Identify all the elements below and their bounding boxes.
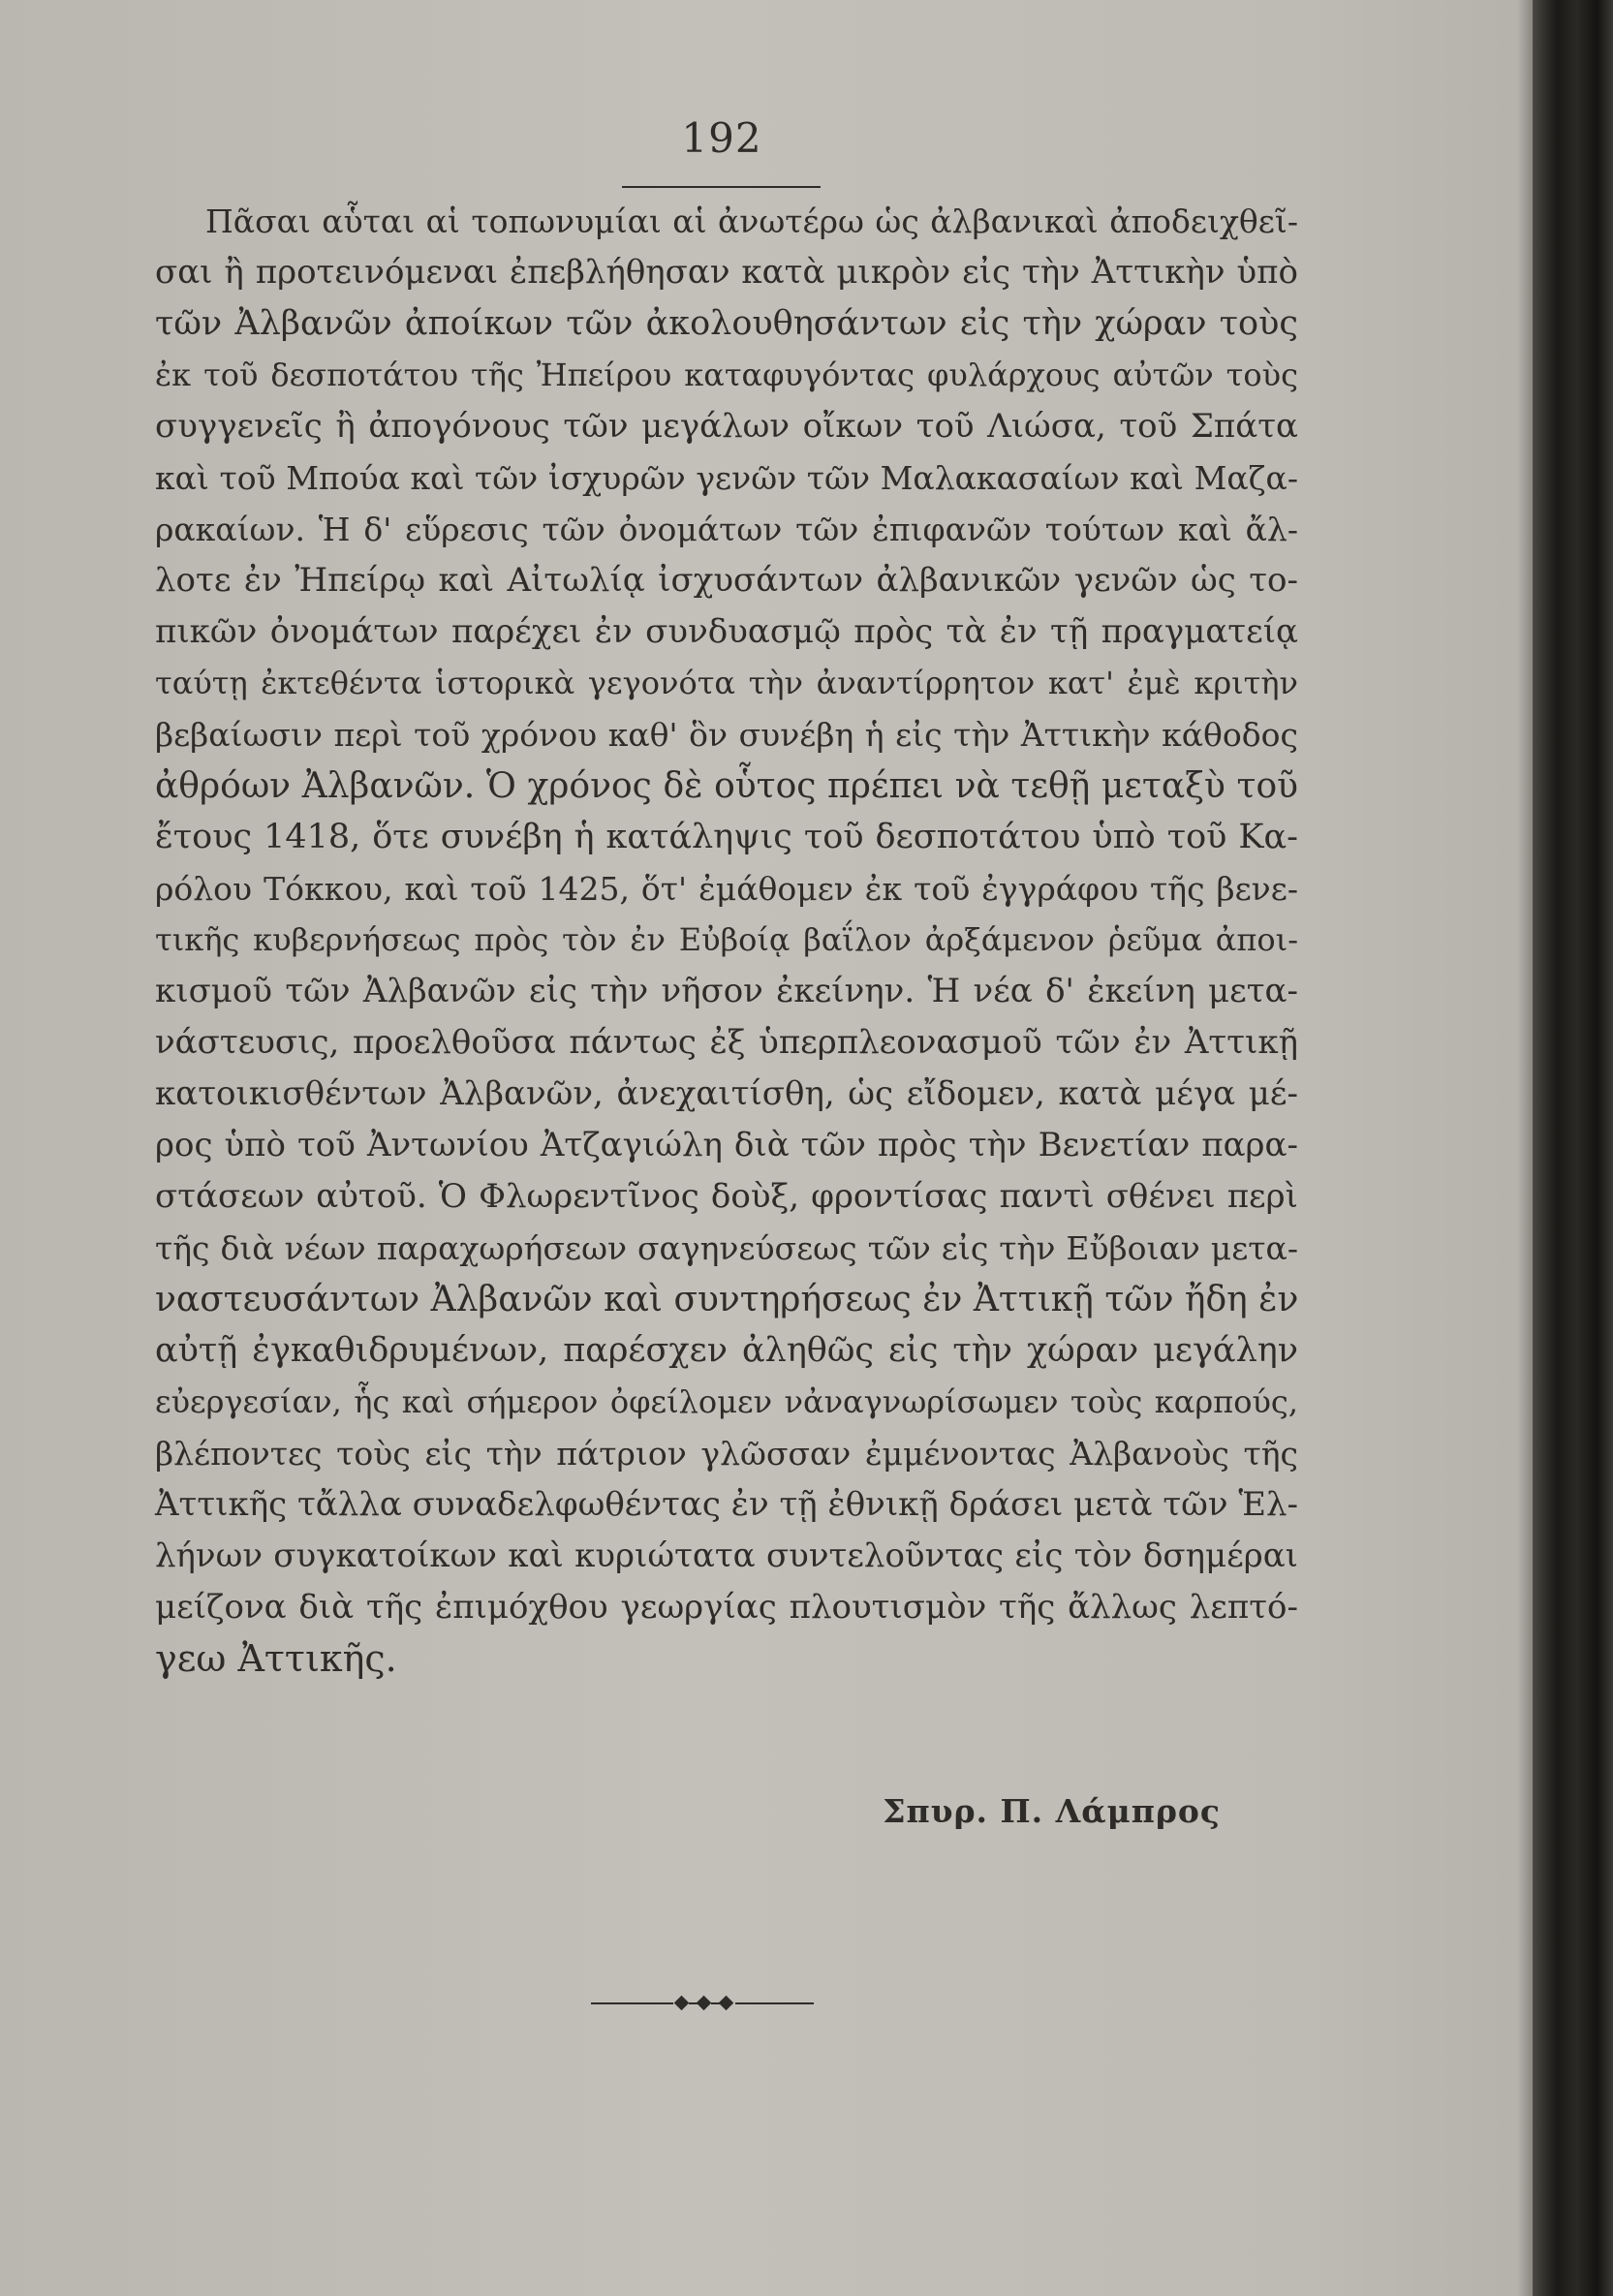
- text-line: ἔτους 1418, ὅτε συνέβη ἡ κατάληψις τοῦ δεσποτάτου ὑπὸ τοῦ Κα-: [155, 818, 1298, 856]
- text-line: τῶν Ἀλβανῶν ἀποίκων τῶν ἀκολουθησάντων εἰς τὴν χώραν τοὺς: [155, 304, 1298, 343]
- text-line: ρακαίων. Ἡ δ' εὕρεσις τῶν ὀνομάτων τῶν ἐπιφανῶν τούτων καὶ ἄλ-: [155, 511, 1298, 548]
- text-line: κατοικισθέντων Ἀλβανῶν, ἀνεχαιτίσθη, ὡς εἴδομεν, κατὰ μέγα μέ-: [155, 1074, 1298, 1113]
- ornament-diamond: [674, 1996, 690, 2011]
- ornament-right-rule: [735, 2002, 814, 2004]
- text-line: αὐτῇ ἐγκαθιδρυμένων, παρέσχεν ἀληθῶς εἰς τὴν χώραν μεγάλην: [155, 1331, 1298, 1370]
- text-line: κισμοῦ τῶν Ἀλβανῶν εἰς τὴν νῆσον ἐκείνην. Ἡ νέα δ' ἐκείνη μετα-: [155, 972, 1298, 1010]
- ornament-diamond: [719, 1996, 734, 2011]
- text-line: στάσεων αὐτοῦ. Ὁ Φλωρεντῖνος δοὺξ, φροντίσας παντὶ σθένει περὶ: [155, 1177, 1298, 1216]
- text-line: ταύτῃ ἐκτεθέντα ἱστορικὰ γεγονότα τὴν ἀναντίρρητον κατ' ἐμὲ κριτὴν: [155, 665, 1298, 701]
- text-line: βλέποντες τοὺς εἰς τὴν πάτριον γλῶσσαν ἐμμένοντας Ἀλβανοὺς τῆς: [155, 1435, 1298, 1473]
- text-line-last: γεω Ἀττικῆς.: [155, 1637, 397, 1680]
- text-line: Ἀττικῆς τἄλλα συναδελφωθέντας ἐν τῇ ἐθνικῇ δράσει μετὰ τῶν Ἑλ-: [155, 1485, 1298, 1524]
- author-signature: Σπυρ. Π. Λάμπρος: [883, 1792, 1221, 1830]
- text-line: Πᾶσαι αὗται αἱ τοπωνυμίαι αἱ ἀνωτέρω ὡς ἀλβανικαὶ ἀποδειχθεῖ-: [205, 202, 1298, 240]
- text-line: λήνων συγκατοίκων καὶ κυριώτατα συντελοῦντας εἰς τὸν δσημέραι: [155, 1536, 1298, 1575]
- ornament-diamond: [697, 1996, 712, 2011]
- text-line: βεβαίωσιν περὶ τοῦ χρόνου καθ' ὃν συνέβη ἡ εἰς τὴν Ἀττικὴν κάθοδος: [155, 716, 1298, 754]
- text-line: ἐκ τοῦ δεσποτάτου τῆς Ἠπείρου καταφυγόντας φυλάρχους αὐτῶν τοὺς: [155, 357, 1298, 393]
- page-number: 192: [681, 114, 762, 162]
- text-line: ρόλου Τόκκου, καὶ τοῦ 1425, ὅτ' ἐμάθομεν ἐκ τοῦ ἐγγράφου τῆς βενε-: [155, 870, 1298, 908]
- text-line: μείζονα διὰ τῆς ἐπιμόχθου γεωργίας πλουτισμὸν τῆς ἄλλως λεπτό-: [155, 1588, 1298, 1627]
- page-gutter-shadow: [1517, 0, 1533, 2296]
- end-ornament: [591, 1994, 814, 2013]
- ornament-left-rule: [591, 2002, 673, 2004]
- text-line: τικῆς κυβερνήσεως πρὸς τὸν ἐν Εὐβοίᾳ βαΐλον ἀρξάμενον ῥεῦμα ἀποι-: [155, 921, 1298, 958]
- book-spine: [1533, 0, 1613, 2296]
- text-line: ἀθρόων Ἀλβανῶν. Ὁ χρόνος δὲ οὗτος πρέπει νὰ τεθῇ μεταξὺ τοῦ: [155, 766, 1298, 806]
- text-line: πικῶν ὀνομάτων παρέχει ἐν συνδυασμῷ πρὸς τὰ ἐν τῇ πραγματείᾳ: [155, 612, 1298, 651]
- text-line: νάστευσις, προελθοῦσα πάντως ἐξ ὑπερπλεονασμοῦ τῶν ἐν Ἀττικῇ: [155, 1023, 1298, 1062]
- text-line: ναστευσάντων Ἀλβανῶν καὶ συντηρήσεως ἐν Ἀττικῇ τῶν ἤδη ἐν: [155, 1280, 1299, 1319]
- text-line: τῆς διὰ νέων παραχωρήσεων σαγηνεύσεως τῶν εἰς τὴν Εὔβοιαν μετα-: [155, 1229, 1298, 1267]
- text-line: ρος ὑπὸ τοῦ Ἀντωνίου Ἀτζαγιώλη διὰ τῶν πρὸς τὴν Βενετίαν παρα-: [155, 1126, 1298, 1164]
- page-number-rule: [622, 186, 821, 188]
- text-line: συγγενεῖς ἢ ἀπογόνους τῶν μεγάλων οἴκων τοῦ Λιώσα, τοῦ Σπάτα: [155, 407, 1298, 446]
- text-line: εὐεργεσίαν, ἧς καὶ σήμερον ὀφείλομεν νἀναγνωρίσωμεν τοὺς καρπούς,: [155, 1383, 1298, 1420]
- body-text: [155, 196, 1298, 1685]
- text-line: καὶ τοῦ Μπούα καὶ τῶν ἰσχυρῶν γενῶν τῶν Μαλακασαίων καὶ Μαζα-: [155, 459, 1298, 497]
- text-line: λοτε ἐν Ἠπείρῳ καὶ Αἰτωλίᾳ ἰσχυσάντων ἀλβανικῶν γενῶν ὡς το-: [155, 561, 1298, 600]
- text-line: σαι ἢ προτεινόμεναι ἐπεβλήθησαν κατὰ μικρὸν εἰς τὴν Ἀττικὴν ὑπὸ: [155, 253, 1298, 292]
